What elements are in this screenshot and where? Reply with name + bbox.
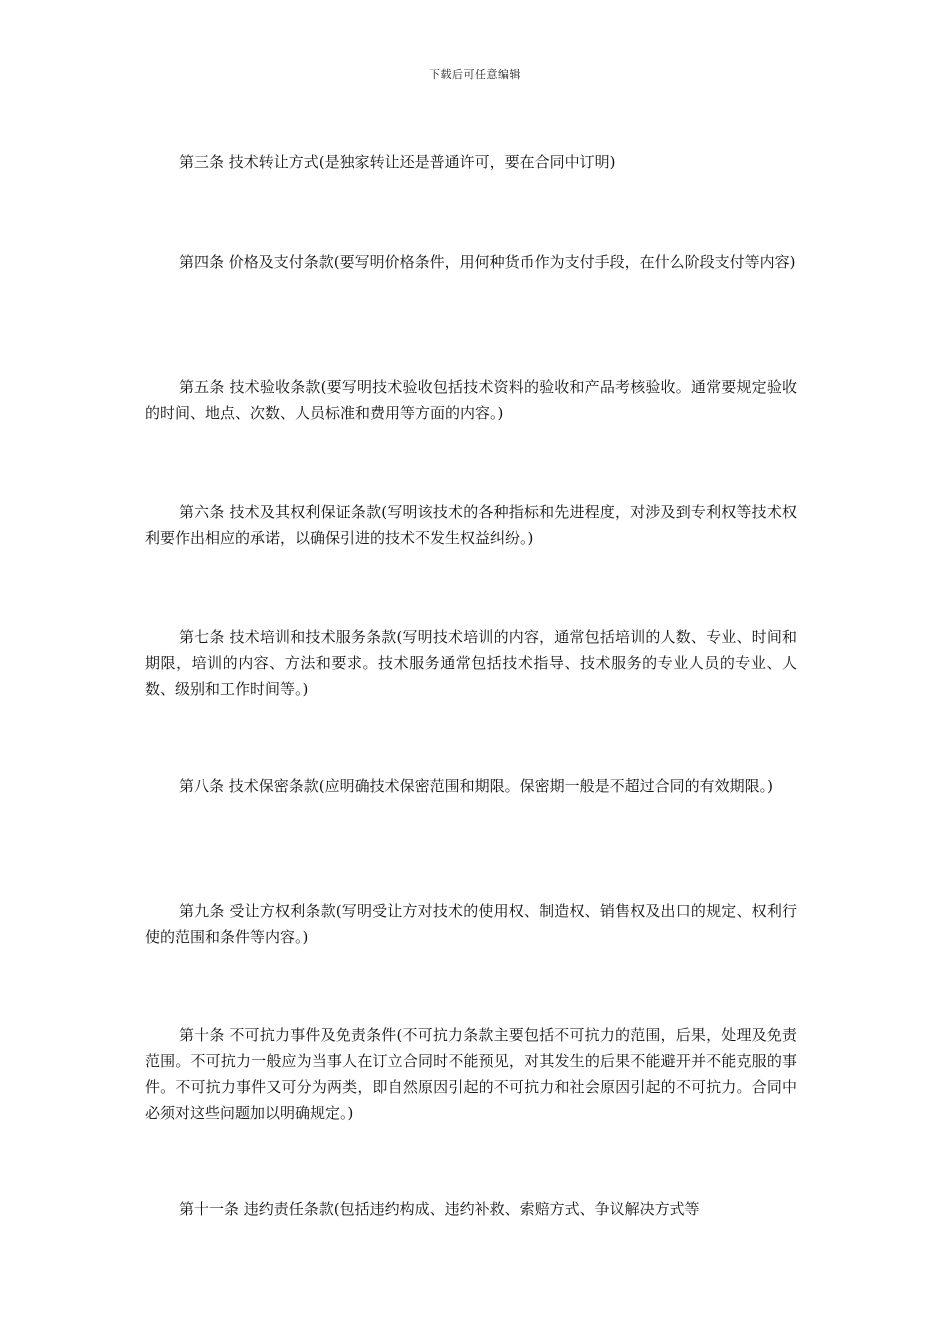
- clause-10: 第十条 不可抗力事件及免责条件(不可抗力条款主要包括不可抗力的范围，后果，处理及免责范围。不可抗力一般应为当事人在订立合同时不能预见，对其发生的后果不能避开并不能克服的事件。不可抗力事件又可分为两类，即自然原因引起的不可抗力和社会原因引起的不可抗力。合同中必须对这些问题加以明确规定。): [145, 1026, 797, 1122]
- clause-7: 第七条 技术培训和技术服务条款(写明技术培训的内容，通常包括培训的人数、专业、时间和期限，培训的内容、方法和要求。技术服务通常包括技术指导、技术服务的专业人员的专业、人数、级别和工作时间等。): [145, 628, 797, 698]
- clause-4: 第四条 价格及支付条款(要写明价格条件，用何种货币作为支付手段，在什么阶段支付等内容): [179, 253, 796, 271]
- clause-8: 第八条 技术保密条款(应明确技术保密范围和期限。保密期一般是不超过合同的有效期限。): [179, 777, 773, 795]
- header-note: 下载后可任意编辑: [429, 68, 521, 81]
- clause-6: 第六条 技术及其权利保证条款(写明该技术的各种指标和先进程度，对涉及到专利权等技术权利要作出相应的承诺，以确保引进的技术不发生权益纠纷。): [145, 503, 797, 547]
- clause-9: 第九条 受让方权利条款(写明受让方对技术的使用权、制造权、销售权及出口的规定、权利行使的范围和条件等内容。): [145, 902, 797, 946]
- clause-3: 第三条 技术转让方式(是独家转让还是普通许可，要在合同中订明): [179, 153, 616, 171]
- clause-5: 第五条 技术验收条款(要写明技术验收包括技术资料的验收和产品考核验收。通常要规定验收的时间、地点、次数、人员标准和费用等方面的内容。): [145, 378, 797, 422]
- clause-11: 第十一条 违约责任条款(包括违约构成、违约补救、索赔方式、争议解决方式等: [179, 1200, 700, 1218]
